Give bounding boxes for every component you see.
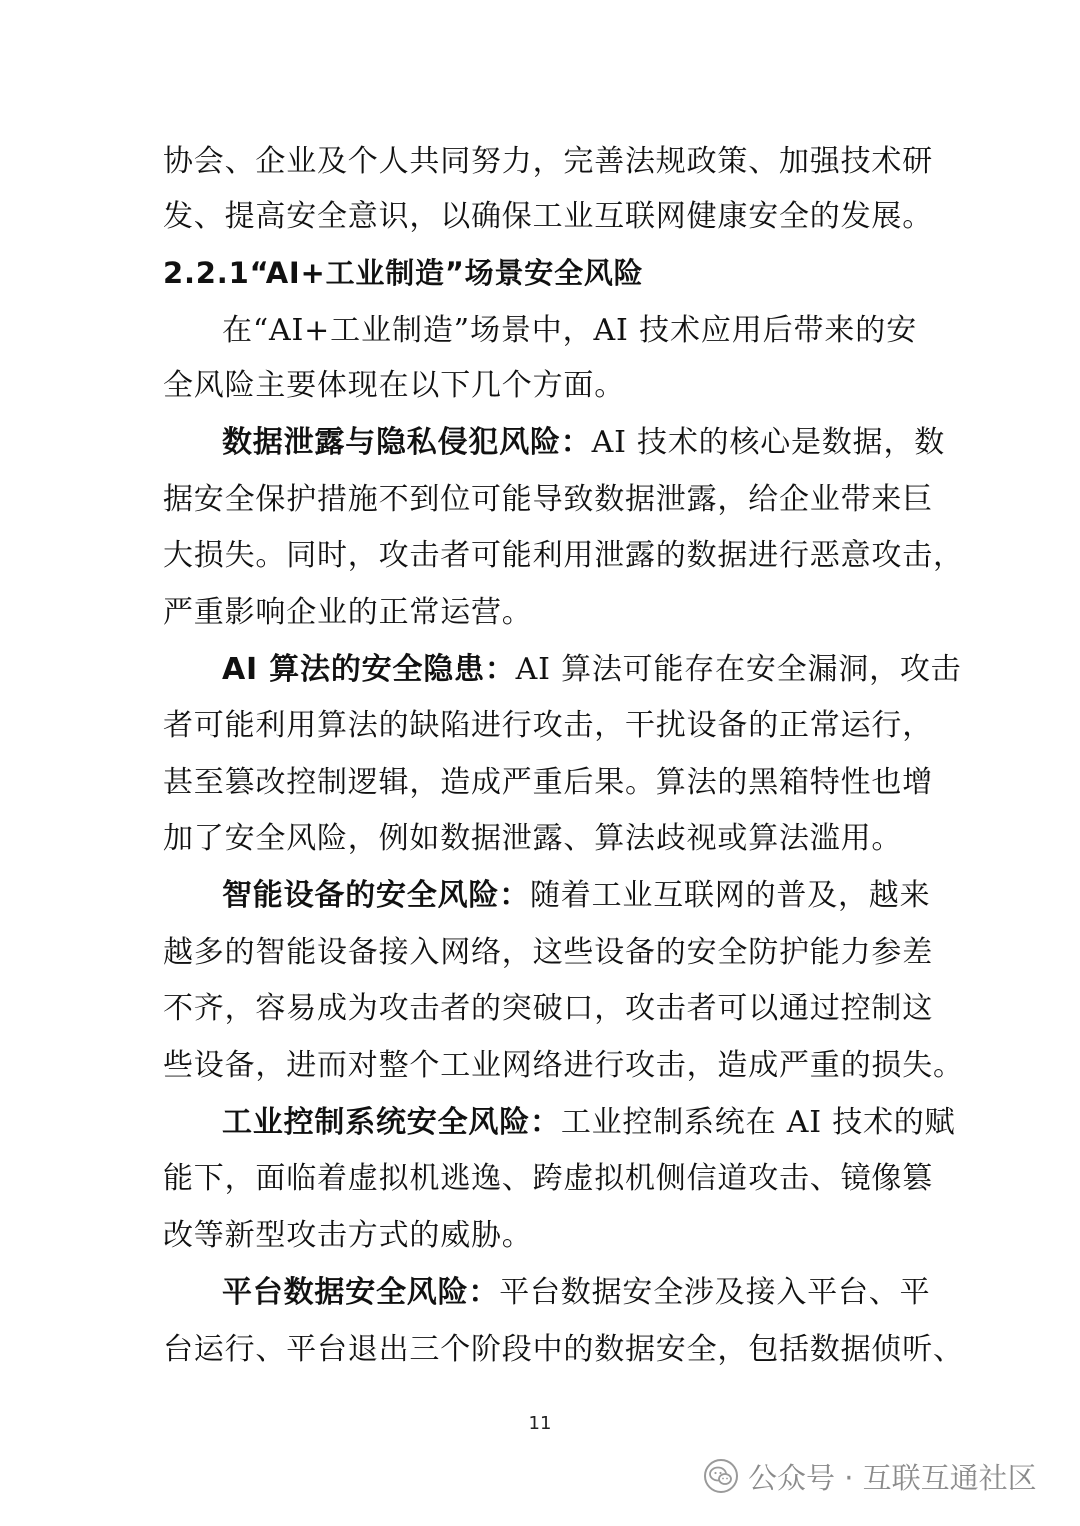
body-text-run: 平台数据安全涉及接入平台、平	[499, 1275, 931, 1310]
body-text-line: 大损失。同时，攻击者可能利用泄露的数据进行恶意攻击，	[163, 538, 964, 573]
watermark	[704, 1451, 1037, 1501]
body-text-line: 据安全保护措施不到位可能导致数据泄露，给企业带来巨	[163, 482, 933, 517]
body-text-line: 全风险主要体现在以下几个方面。	[163, 368, 625, 403]
body-text-line: 严重影响企业的正常运营。	[163, 595, 533, 630]
body-text-line: 些设备，进而对整个工业网络进行攻击，造成严重的损失。	[163, 1048, 964, 1083]
body-text-run: 随着工业互联网的普及，越来	[530, 878, 931, 913]
body-text-line: 能下，面临着虚拟机逃逸、跨虚拟机侧信道攻击、镜像篡	[163, 1161, 933, 1196]
paragraph-first-line	[222, 1273, 931, 1313]
body-text-line: 协会、企业及个人共同努力，完善法规政策、加强技术研	[163, 144, 933, 179]
body-text-line: 越多的智能设备接入网络，这些设备的安全防护能力参差	[163, 935, 933, 970]
paragraph-lead-term: 数据泄露与隐私侵犯风险：	[222, 425, 592, 460]
paragraph-first-line	[222, 1103, 956, 1143]
body-text-line: 加了安全风险，例如数据泄露、算法歧视或算法滥用。	[163, 821, 903, 856]
paragraph-first-line	[222, 650, 962, 690]
body-text-line: 台运行、平台退出三个阶段中的数据安全，包括数据侦听、	[163, 1332, 964, 1367]
body-text-line: 者可能利用算法的缺陷进行攻击，干扰设备的正常运行，	[163, 708, 933, 743]
body-text-line: 发、提高安全意识，以确保工业互联网健康安全的发展。	[163, 199, 933, 234]
body-text-line: 甚至篡改控制逻辑，造成严重后果。算法的黑箱特性也增	[163, 765, 933, 800]
body-text-run: AI 技术的核心是数据，数	[591, 425, 946, 460]
body-text-line: 改等新型攻击方式的威胁。	[163, 1218, 533, 1253]
body-text-line: 不齐，容易成为攻击者的突破口，攻击者可以通过控制这	[163, 991, 933, 1026]
body-text-line: 在“AI+工业制造”场景中，AI 技术应用后带来的安	[222, 313, 917, 348]
wechat-icon	[704, 1459, 738, 1493]
body-text-run: 工业控制系统在 AI 技术的赋	[560, 1105, 956, 1140]
watermark-text: 公众号 · 互联互通社区	[748, 1460, 1037, 1495]
paragraph-lead-term: 智能设备的安全风险：	[222, 878, 530, 913]
paragraph-lead-term: 工业控制系统安全风险：	[222, 1105, 561, 1140]
section-heading: 2.2.1“AI+工业制造”场景安全风险	[163, 256, 644, 290]
paragraph-lead-term: 平台数据安全风险：	[222, 1275, 500, 1310]
page-number: 11	[528, 1413, 552, 1434]
body-text-run: AI 算法可能存在安全漏洞，攻击	[515, 652, 962, 687]
paragraph-lead-term: AI 算法的安全隐患：	[222, 652, 516, 687]
paragraph-first-line	[222, 423, 946, 463]
paragraph-first-line	[222, 876, 931, 916]
